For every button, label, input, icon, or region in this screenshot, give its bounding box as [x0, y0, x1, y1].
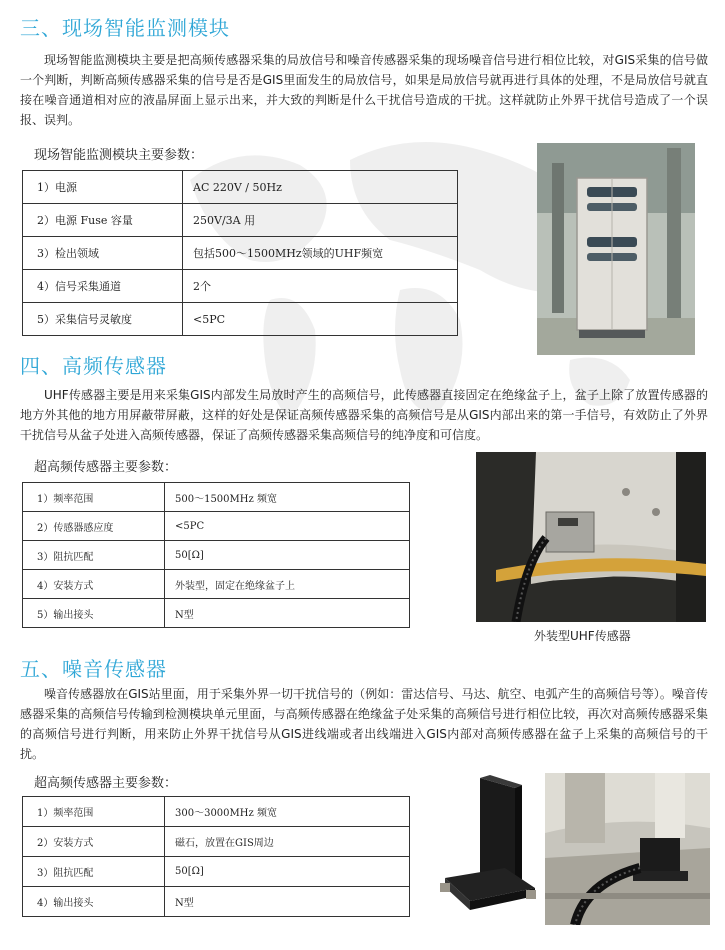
section-3-title: 三、现场智能监测模块 — [20, 16, 230, 40]
section-5-title: 五、噪音传感器 — [20, 657, 167, 681]
uhf-sensor-photo — [476, 452, 706, 622]
table-row — [23, 270, 458, 303]
table-row — [23, 171, 458, 204]
section-3-spec-table — [22, 170, 458, 336]
param-value: 磁石，放置在GIS周边 — [165, 827, 410, 857]
param-name: 2）安装方式 — [23, 827, 165, 857]
table-row — [23, 797, 410, 827]
param-value: 500～1500MHz 频宽 — [165, 483, 410, 512]
section-4-params-title: 超高频传感器主要参数： — [34, 460, 178, 475]
section-4-title: 四、高频传感器 — [20, 354, 167, 378]
table-row — [23, 887, 410, 917]
param-value: 2个 — [183, 270, 458, 303]
param-name: 1）电源 — [23, 171, 183, 204]
param-name: 3）阻抗匹配 — [23, 857, 165, 887]
section-3-paragraph: 现场智能监测模块主要是把高频传感器采集的局放信号和噪音传感器采集的现场噪音信号进行相位比较，对GIS采集的信号做一个判断，判断高频传感器采集的信号是否是GIS里面发生的局放信号，如果是局放信号就再进行具体的处理，不是局放信号就直接在噪音通道相对应的液晶屏面上显示出来，并大致的判断是什么干扰信号造成的干扰。这样就防止外界干扰信号造成了一个误报、误判。 — [20, 53, 708, 127]
param-name: 5）采集信号灵敏度 — [23, 303, 183, 336]
noise-sensor-photo — [430, 773, 540, 925]
param-name: 4）安装方式 — [23, 570, 165, 599]
table-row — [23, 541, 410, 570]
section-3-params-title: 现场智能监测模块主要参数： — [34, 148, 204, 163]
param-name: 1）频率范围 — [23, 483, 165, 512]
table-row — [23, 570, 410, 599]
table-row — [23, 512, 410, 541]
param-name: 2）电源 Fuse 容量 — [23, 204, 183, 237]
table-row — [23, 483, 410, 512]
param-value: 250V/3A 用 — [183, 204, 458, 237]
param-value: 50[Ω] — [165, 541, 410, 570]
table-row — [23, 827, 410, 857]
param-value: 300～3000MHz 频宽 — [165, 797, 410, 827]
param-name: 5）输出接头 — [23, 599, 165, 628]
table-row — [23, 857, 410, 887]
param-name: 4）信号采集通道 — [23, 270, 183, 303]
uhf-sensor-caption: 外装型UHF传感器 — [534, 629, 631, 643]
param-value: N型 — [165, 887, 410, 917]
param-value: N型 — [165, 599, 410, 628]
param-name: 2）传感器感应度 — [23, 512, 165, 541]
section-5-params-title: 超高频传感器主要参数： — [34, 776, 178, 791]
param-value: 包括500～1500MHz领域的UHF频宽 — [183, 237, 458, 270]
table-row — [23, 237, 458, 270]
table-row — [23, 303, 458, 336]
section-4-paragraph: UHF传感器主要是用来采集GIS内部发生局放时产生的高频信号，此传感器直接固定在绝缘盆子上，盆子上除了放置传感器的地方外其他的地方用屏蔽带屏蔽，这样的好处是保证高频传感器采集的高频信号是从GIS内部出来的第一手信号，有效防止了外界干扰信号从盆子处进入高频传感器，保证了高频传感器采集高频信号的纯净度和可信度。 — [20, 388, 708, 442]
section-5-spec-table — [22, 796, 410, 917]
param-value: AC 220V / 50Hz — [183, 171, 458, 204]
param-value: 外装型，固定在绝缘盆子上 — [165, 570, 410, 599]
section-4-spec-table — [22, 482, 410, 628]
param-name: 4）输出接头 — [23, 887, 165, 917]
monitoring-cabinet-photo — [537, 143, 695, 355]
section-5-paragraph: 噪音传感器放在GIS站里面，用于采集外界一切干扰信号的（例如：雷达信号、马达、航空、电弧产生的高频信号等）。噪音传感器采集的高频信号传输到检测模块单元里面，与高频传感器在绝缘盆子处采集的高频信号进行相位比较，再次对高频传感器采集的高频信号进行判断，用来防止外界干扰信号从GIS进线端或者出线端进入GIS内部对高频传感器在盆子上采集的高频信号的干扰。 — [20, 687, 708, 761]
table-row — [23, 599, 410, 628]
param-value: <5PC — [183, 303, 458, 336]
noise-sensor-installed-photo — [545, 773, 710, 925]
param-name: 1）频率范围 — [23, 797, 165, 827]
param-name: 3）检出领域 — [23, 237, 183, 270]
param-name: 3）阻抗匹配 — [23, 541, 165, 570]
param-value: 50[Ω] — [165, 857, 410, 887]
param-value: <5PC — [165, 512, 410, 541]
table-row — [23, 204, 458, 237]
